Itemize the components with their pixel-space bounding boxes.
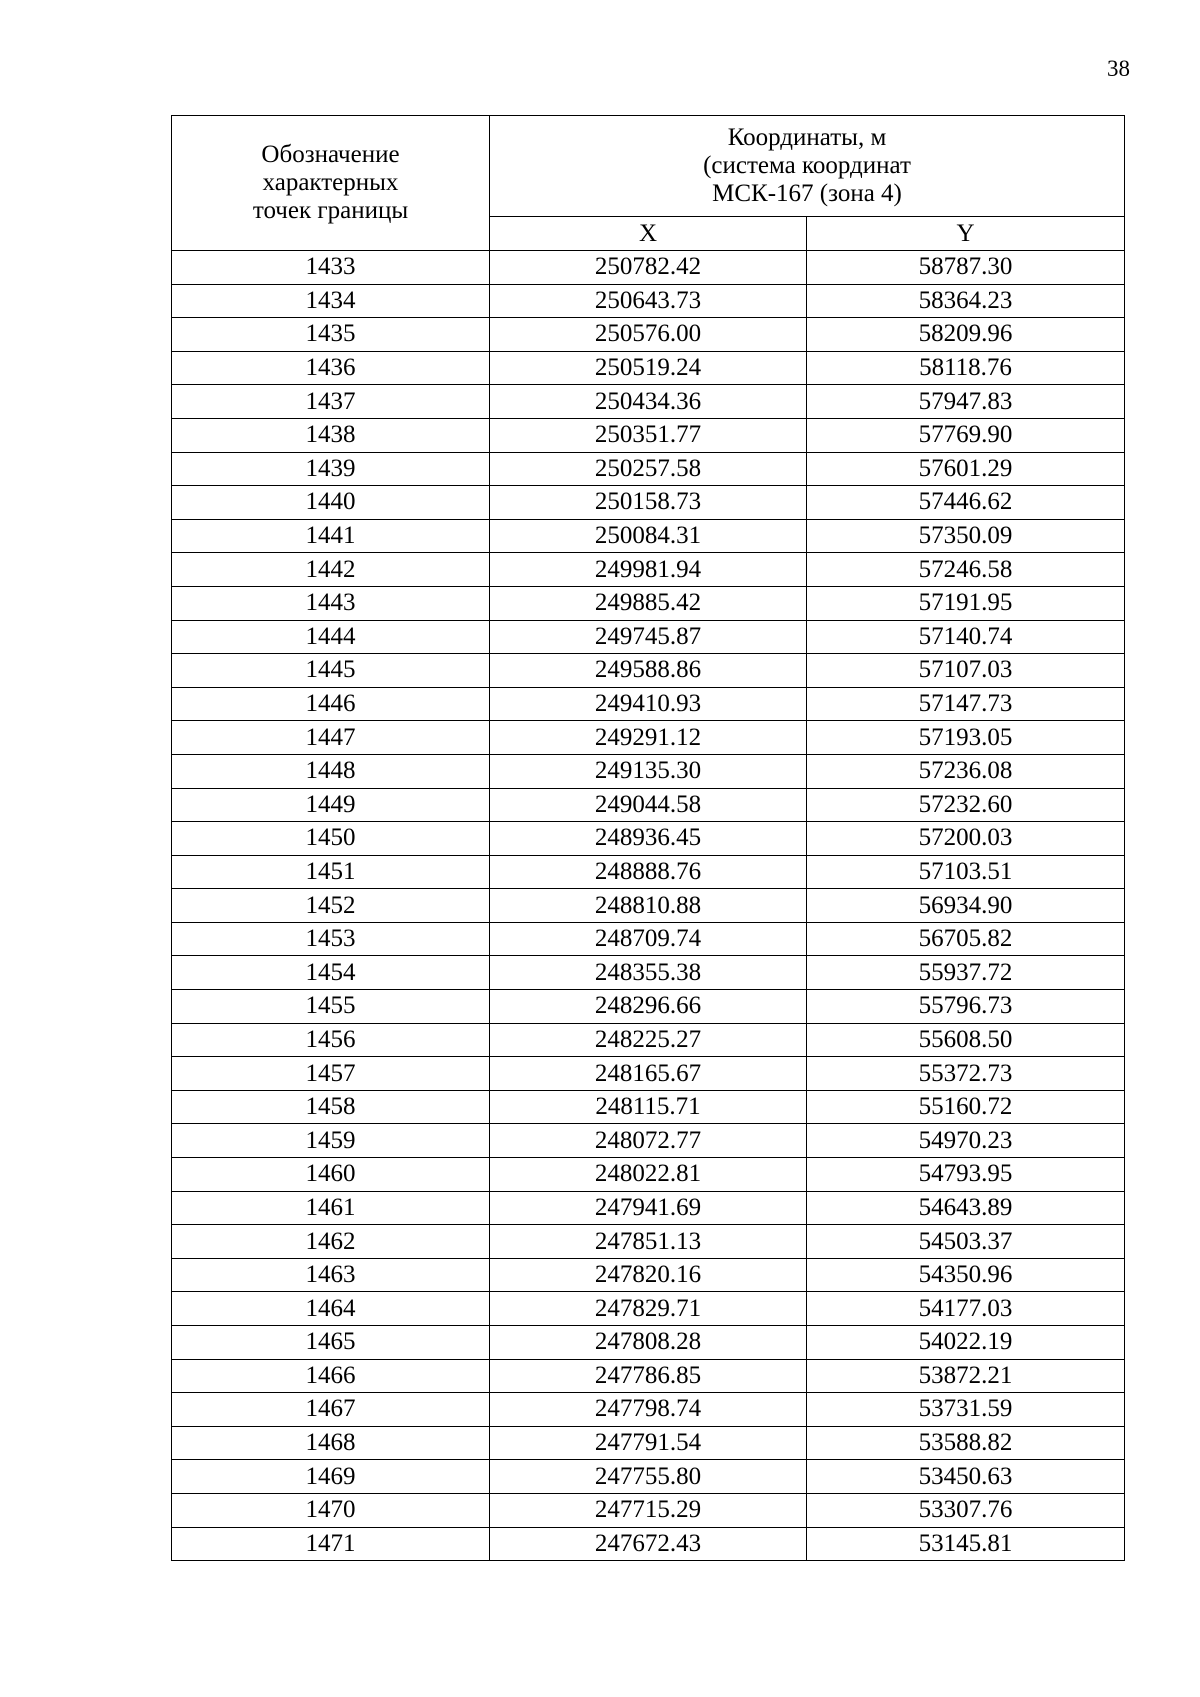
point-id-cell: 1441 [172,519,490,553]
table-row [172,956,1125,990]
x-coordinate-cell: 247715.29 [490,1493,807,1527]
x-coordinate-cell: 248355.38 [490,956,807,990]
x-coordinate-cell: 247829.71 [490,1292,807,1326]
table-header [172,116,1125,251]
y-coordinate-cell: 53450.63 [807,1460,1125,1494]
x-coordinate-cell: 247820.16 [490,1258,807,1292]
y-coordinate-cell: 54793.95 [807,1158,1125,1192]
point-id-cell: 1463 [172,1258,490,1292]
point-id-cell: 1451 [172,855,490,889]
coords-header-line: Координаты, м [727,124,887,152]
x-coordinate-cell: 250519.24 [490,351,807,385]
table-row [172,1191,1125,1225]
table-row [172,1158,1125,1192]
y-coordinate-cell: 57236.08 [807,754,1125,788]
table-row [172,1292,1125,1326]
table-row [172,1460,1125,1494]
table-row [172,284,1125,318]
point-id-cell: 1447 [172,721,490,755]
x-coordinate-cell: 247786.85 [490,1359,807,1393]
x-coordinate-cell: 250782.42 [490,251,807,285]
table-row [172,486,1125,520]
point-id-cell: 1458 [172,1090,490,1124]
table-row [172,721,1125,755]
point-id-cell: 1457 [172,1057,490,1091]
x-coordinate-cell: 247851.13 [490,1225,807,1259]
coordinates-column-header [490,116,1125,217]
point-id-cell: 1439 [172,452,490,486]
table-row [172,1359,1125,1393]
y-coordinate-cell: 53307.76 [807,1493,1125,1527]
table-row [172,855,1125,889]
table-row [172,351,1125,385]
table-row [172,318,1125,352]
point-header-line: Обозначение [261,141,400,168]
table-body [172,251,1125,1561]
x-coordinate-cell: 247672.43 [490,1527,807,1561]
y-coordinate-cell: 57193.05 [807,721,1125,755]
x-coordinate-cell: 250643.73 [490,284,807,318]
y-coordinate-cell: 56705.82 [807,922,1125,956]
point-id-cell: 1444 [172,620,490,654]
x-coordinate-cell: 248072.77 [490,1124,807,1158]
table-row [172,922,1125,956]
table-row [172,1090,1125,1124]
x-coordinate-cell: 250257.58 [490,452,807,486]
point-header-line: характерных [262,169,399,196]
table-row [172,586,1125,620]
y-coordinate-cell: 57246.58 [807,553,1125,587]
point-id-cell: 1438 [172,418,490,452]
y-coordinate-cell: 55160.72 [807,1090,1125,1124]
x-coordinate-cell: 250434.36 [490,385,807,419]
point-id-cell: 1464 [172,1292,490,1326]
x-coordinate-cell: 249291.12 [490,721,807,755]
x-coordinate-cell: 248115.71 [490,1090,807,1124]
y-coordinate-cell: 54177.03 [807,1292,1125,1326]
y-coordinate-cell: 57147.73 [807,687,1125,721]
point-id-cell: 1466 [172,1359,490,1393]
table-row [172,788,1125,822]
y-coordinate-cell: 56934.90 [807,889,1125,923]
y-coordinate-cell: 57769.90 [807,418,1125,452]
y-coordinate-cell: 53145.81 [807,1527,1125,1561]
table-row [172,654,1125,688]
table-row [172,754,1125,788]
table-row [172,822,1125,856]
y-coordinate-cell: 58209.96 [807,318,1125,352]
table-row [172,1326,1125,1360]
table-row [172,519,1125,553]
table-row [172,1393,1125,1427]
table-row [172,452,1125,486]
point-id-cell: 1459 [172,1124,490,1158]
table-row [172,990,1125,1024]
point-id-cell: 1436 [172,351,490,385]
y-coordinate-cell: 57446.62 [807,486,1125,520]
point-id-cell: 1443 [172,586,490,620]
x-coordinate-cell: 249981.94 [490,553,807,587]
x-coordinate-cell: 250576.00 [490,318,807,352]
x-coordinate-cell: 249410.93 [490,687,807,721]
y-coordinate-cell: 57107.03 [807,654,1125,688]
point-id-cell: 1449 [172,788,490,822]
x-coordinate-cell: 248888.76 [490,855,807,889]
x-coordinate-cell: 250351.77 [490,418,807,452]
table-row [172,1124,1125,1158]
table-row [172,1493,1125,1527]
y-coordinate-cell: 54503.37 [807,1225,1125,1259]
y-coordinate-cell: 54350.96 [807,1258,1125,1292]
table-row [172,553,1125,587]
point-id-cell: 1465 [172,1326,490,1360]
table-row [172,1527,1125,1561]
table-row [172,1225,1125,1259]
coords-header-line: МСК-167 (зона 4) [712,180,902,208]
x-coordinate-cell: 248022.81 [490,1158,807,1192]
y-coordinate-cell: 54643.89 [807,1191,1125,1225]
table-row [172,889,1125,923]
point-id-cell: 1460 [172,1158,490,1192]
x-coordinate-cell: 248225.27 [490,1023,807,1057]
x-coordinate-cell: 248709.74 [490,922,807,956]
x-coordinate-cell: 248296.66 [490,990,807,1024]
table-row [172,687,1125,721]
point-id-cell: 1468 [172,1426,490,1460]
x-coordinate-cell: 249135.30 [490,754,807,788]
y-coordinate-cell: 55372.73 [807,1057,1125,1091]
x-coordinate-cell: 248936.45 [490,822,807,856]
table-row [172,1023,1125,1057]
point-id-cell: 1433 [172,251,490,285]
x-coordinate-cell: 249044.58 [490,788,807,822]
x-coordinate-cell: 247808.28 [490,1326,807,1360]
x-coordinate-cell: 247798.74 [490,1393,807,1427]
y-coordinate-cell: 57200.03 [807,822,1125,856]
coords-header-line: (система координат [703,152,911,180]
x-coordinate-cell: 249885.42 [490,586,807,620]
point-id-cell: 1434 [172,284,490,318]
point-id-cell: 1456 [172,1023,490,1057]
y-coordinate-cell: 58787.30 [807,251,1125,285]
point-id-cell: 1446 [172,687,490,721]
x-coordinate-cell: 248810.88 [490,889,807,923]
table-row [172,1258,1125,1292]
point-id-cell: 1442 [172,553,490,587]
y-coordinate-cell: 53588.82 [807,1426,1125,1460]
point-id-cell: 1471 [172,1527,490,1561]
table-row [172,385,1125,419]
coordinates-table [171,115,1125,1561]
point-id-cell: 1437 [172,385,490,419]
y-coordinate-cell: 57140.74 [807,620,1125,654]
y-coordinate-cell: 58364.23 [807,284,1125,318]
point-column-header [172,116,490,251]
y-coordinate-cell: 55796.73 [807,990,1125,1024]
y-coordinate-cell: 54970.23 [807,1124,1125,1158]
y-coordinate-cell: 57103.51 [807,855,1125,889]
y-coordinate-cell: 53731.59 [807,1393,1125,1427]
y-coordinate-cell: 57350.09 [807,519,1125,553]
point-id-cell: 1461 [172,1191,490,1225]
table-row [172,251,1125,285]
point-id-cell: 1445 [172,654,490,688]
y-coordinate-cell: 55608.50 [807,1023,1125,1057]
x-coordinate-cell: 247755.80 [490,1460,807,1494]
y-coordinate-cell: 53872.21 [807,1359,1125,1393]
x-coordinate-cell: 248165.67 [490,1057,807,1091]
point-id-cell: 1462 [172,1225,490,1259]
x-coordinate-cell: 249745.87 [490,620,807,654]
x-coordinate-cell: 250084.31 [490,519,807,553]
point-id-cell: 1440 [172,486,490,520]
point-id-cell: 1454 [172,956,490,990]
y-column-header: Y [807,217,1125,251]
x-column-header: X [490,217,807,251]
y-coordinate-cell: 55937.72 [807,956,1125,990]
y-coordinate-cell: 57947.83 [807,385,1125,419]
point-id-cell: 1467 [172,1393,490,1427]
point-id-cell: 1455 [172,990,490,1024]
point-id-cell: 1450 [172,822,490,856]
y-coordinate-cell: 54022.19 [807,1326,1125,1360]
table-row [172,1057,1125,1091]
y-coordinate-cell: 57191.95 [807,586,1125,620]
table-row [172,418,1125,452]
x-coordinate-cell: 250158.73 [490,486,807,520]
x-coordinate-cell: 247941.69 [490,1191,807,1225]
table-row [172,1426,1125,1460]
point-id-cell: 1469 [172,1460,490,1494]
point-id-cell: 1448 [172,754,490,788]
y-coordinate-cell: 58118.76 [807,351,1125,385]
point-id-cell: 1435 [172,318,490,352]
point-header-line: точек границы [252,197,409,224]
x-coordinate-cell: 249588.86 [490,654,807,688]
table-row [172,620,1125,654]
point-id-cell: 1452 [172,889,490,923]
y-coordinate-cell: 57232.60 [807,788,1125,822]
page-number: 38 [1107,56,1130,81]
point-id-cell: 1470 [172,1493,490,1527]
y-coordinate-cell: 57601.29 [807,452,1125,486]
point-id-cell: 1453 [172,922,490,956]
x-coordinate-cell: 247791.54 [490,1426,807,1460]
